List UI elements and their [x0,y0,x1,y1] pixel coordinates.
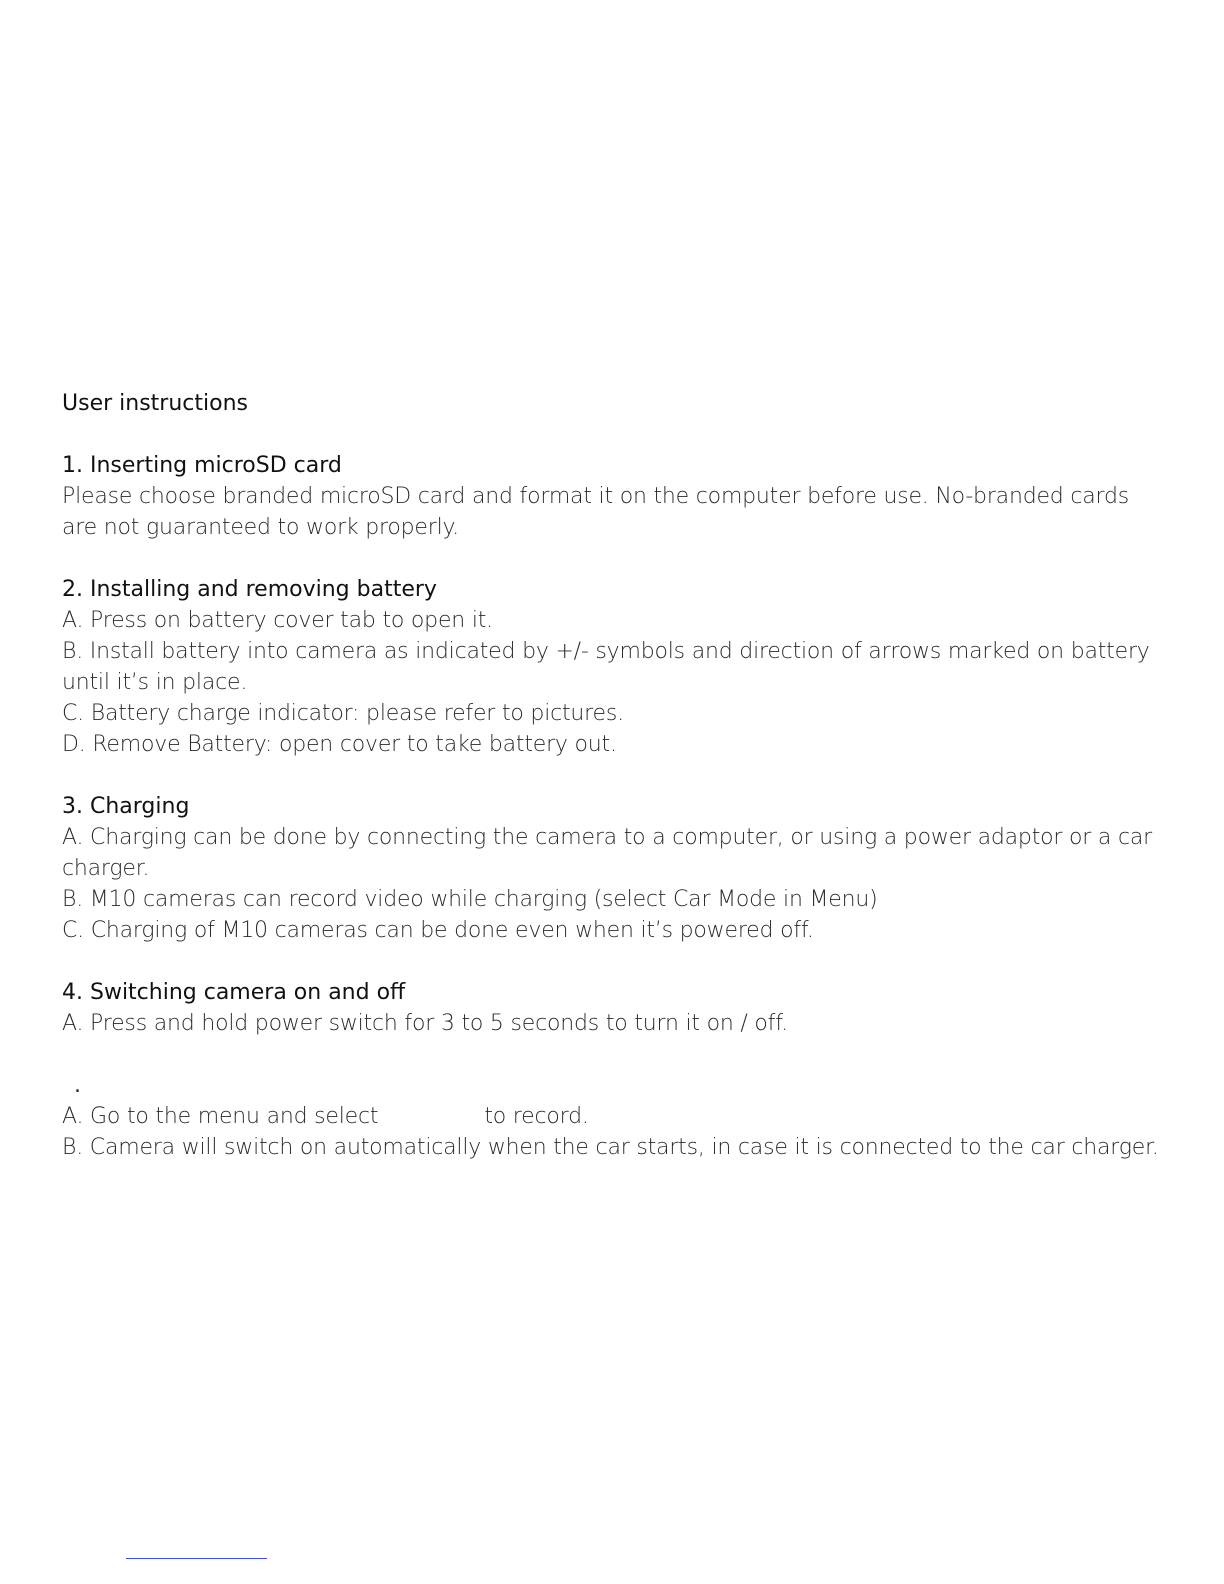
section-text: A. Press and hold power switch for 3 to 5 seconds to turn it on / off. [62,1011,788,1036]
section-text: B. M10 cameras can record video while charging (select Car Mode in Menu) [62,887,878,912]
document-page [62,388,1162,1194]
section-text: C. Charging of M10 cameras can be done even when it’s powered off. [62,918,814,943]
section-heading: 4. Switching camera on and off [62,980,406,1005]
section-switching [62,977,1162,1039]
section-text: D. Remove Battery: open cover to take battery out. [62,732,617,757]
section-recording [62,1070,1162,1163]
section-charging [62,791,1162,946]
section-text [62,1101,1162,1132]
document-title: User instructions [62,391,248,416]
footer-rule [126,1558,267,1559]
line-a-start: A. Go to the menu and select [62,1104,379,1129]
section-text: A. Charging can be done by connecting the camera to a computer, or using a power adaptor or a car charger. [62,825,1153,881]
section-text: B. Install battery into camera as indicated by +/- symbols and direction of arrows marked on battery until it’s in place. [62,639,1150,695]
section-heading: 3. Charging [62,794,190,819]
section-text: A. Press on battery cover tab to open it. [62,608,493,633]
section-text: Please choose branded microSD card and format it on the computer before use. No-branded cards are not guaranteed to work properly. [62,484,1130,540]
section-heading: 2. Installing and removing battery [62,577,437,602]
section-heading: 1. Inserting microSD card [62,453,342,478]
section-text: C. Battery charge indicator: please refer to pictures. [62,701,624,726]
section-text: B. Camera will switch on automatically when the car starts, in case it is connected to the car charger. [62,1135,1159,1160]
line-a-end: to record. [484,1104,589,1129]
section-inserting-microsd [62,450,1162,543]
section-marker: . [74,1073,81,1098]
section-battery [62,574,1162,760]
